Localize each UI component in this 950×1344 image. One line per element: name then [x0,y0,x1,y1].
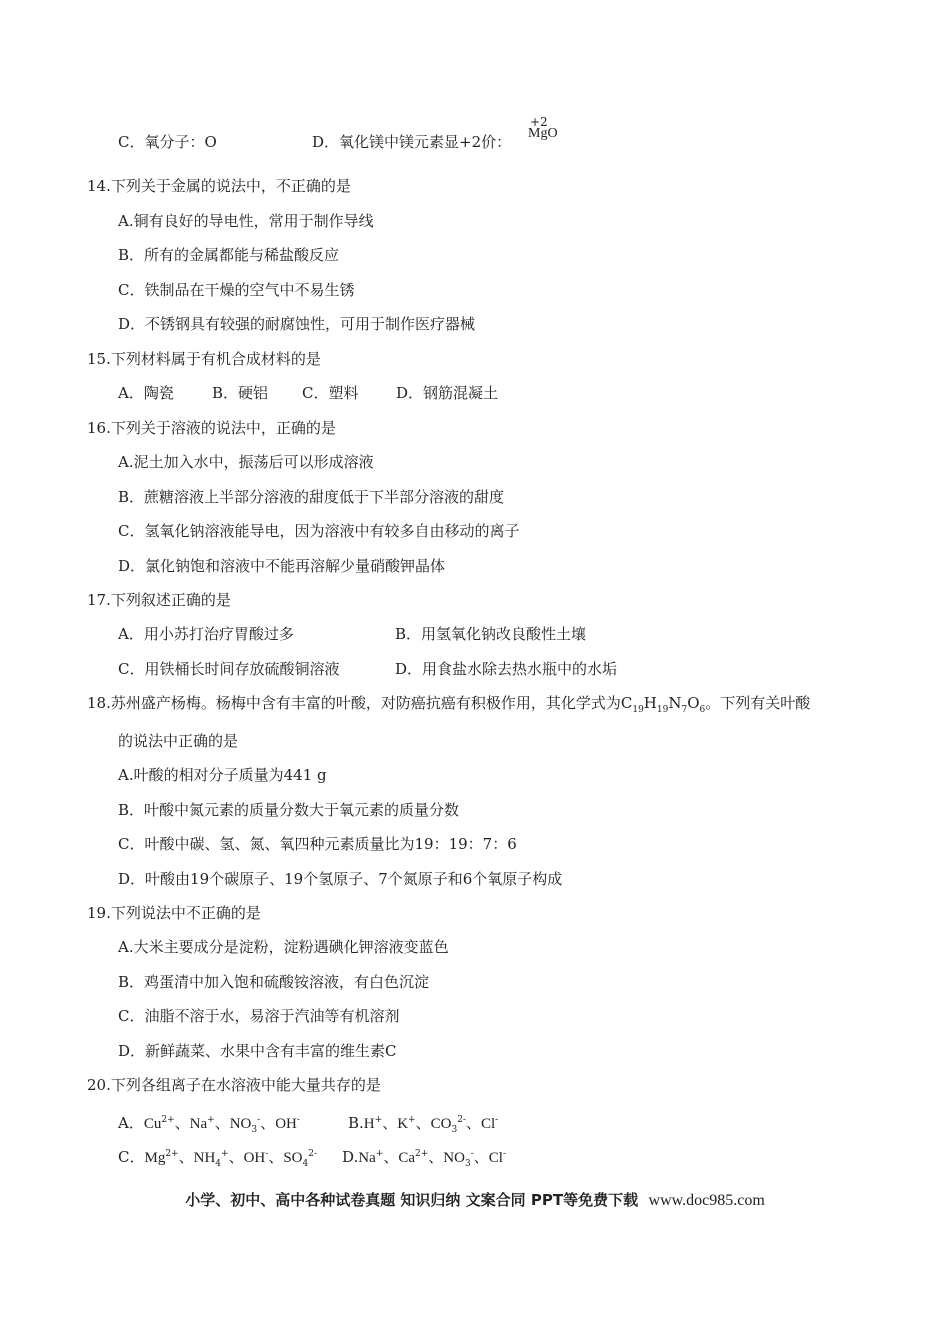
q20-c-prefix: C． [118,1148,145,1166]
q13-option-d: D．氧化镁中镁元素显+2价： [312,133,512,151]
q19-option-d: D．新鲜蔬菜、水果中含有丰富的维生素C [118,1042,397,1060]
q18-n-label: N [668,694,682,712]
q20-option-a [118,1110,300,1140]
q18-stem-pre: 18.苏州盛产杨梅。杨梅中含有丰富的叶酸，对防癌抗癌有积极作用，其化学式为C [87,694,633,712]
ion-separator: 、 [415,1114,431,1132]
q18-n-sub: 7 [681,705,688,715]
q20-c-ions [144,1148,318,1169]
ion-separator: 、 [383,1148,399,1166]
q20-option-b [348,1110,498,1140]
ion: $Cu^{2+}$ [143,1115,175,1132]
q20-option-d [342,1144,506,1174]
q15-option-c: C．塑料 [302,384,359,402]
q19-stem: 19.下列说法中不正确的是 [87,904,261,922]
q15-stem: 15.下列材料属于有机合成材料的是 [87,350,321,368]
q20-stem: 20.下列各组离子在水溶液中能大量共存的是 [87,1076,381,1094]
ion: OH- [243,1149,269,1166]
ion: Na+ [358,1149,384,1166]
ion-separator: 、 [473,1148,489,1166]
ion-separator: 、 [260,1114,276,1132]
ion: $NH_4^+$ [193,1149,229,1169]
ion: Na+ [189,1115,215,1132]
footer-text: 小学、初中、高中各种试卷真题 知识归纳 文案合同 PPT等免费下载 [185,1191,639,1209]
q14-option-c: C．铁制品在干燥的空气中不易生锈 [118,281,355,299]
q17-option-c: C．用铁桶长时间存放硫酸铜溶液 [118,660,340,678]
ion-separator: 、 [228,1148,244,1166]
mgo-charge: +2 [530,115,548,129]
q18-h-label: H [643,694,657,712]
q14-option-d: D．不锈钢具有较强的耐腐蚀性，可用于制作医疗器械 [118,315,476,333]
ion-separator: 、 [268,1148,284,1166]
q14-option-b: B．所有的金属都能与稀盐酸反应 [118,246,340,264]
ion: $Ca^{2+}$ [398,1149,429,1166]
q20-a-prefix: A． [118,1114,144,1132]
q18-option-b: B．叶酸中氮元素的质量分数大于氧元素的质量分数 [118,801,460,819]
q16-stem: 16.下列关于溶液的说法中，正确的是 [87,419,336,437]
mgo-formula: MgO [528,126,558,141]
q17-stem: 17.下列叙述正确的是 [87,591,231,609]
q20-b-prefix: B. [348,1114,364,1132]
ion: $Mg^{2+}$ [144,1149,179,1166]
q18-h-sub: 19 [656,705,669,715]
q19-option-c: C．油脂不溶于水，易溶于汽油等有机溶剂 [118,1007,400,1025]
q18-stem-line2: 的说法中正确的是 [118,732,239,750]
footer-url: www.doc985.com [648,1192,765,1209]
q14-stem: 14.下列关于金属的说法中，不正确的是 [87,177,351,195]
q18-c-sub: 19 [632,705,644,715]
mgo-formula-image [528,115,568,148]
q14-option-a: A.铜有良好的导电性，常用于制作导线 [118,212,374,230]
q20-d-ions [358,1148,506,1169]
q16-option-c: C．氢氧化钠溶液能导电，因为溶液中有较多自由移动的离子 [118,522,520,540]
ion-separator: 、 [178,1148,194,1166]
q15-option-b: B．硬铝 [212,384,269,402]
ion-separator: 、 [174,1114,190,1132]
q15-option-a: A．陶瓷 [118,384,174,402]
q16-option-b: B．蔗糖溶液上半部分溶液的甜度低于下半部分溶液的甜度 [118,488,505,506]
ion-separator: 、 [214,1114,230,1132]
ion: $SO_4^{2-}$ [283,1149,318,1169]
q19-option-b: B．鸡蛋清中加入饱和硫酸铵溶液，有白色沉淀 [118,973,430,991]
q16-option-a: A.泥土加入水中，振荡后可以形成溶液 [118,453,374,471]
q17-option-b: B．用氢氧化钠改良酸性土壤 [395,625,587,643]
q18-o-label: O [687,694,700,712]
ion-separator: 、 [382,1114,398,1132]
q13-option-c: C．氧分子：O [118,133,217,151]
q18-option-d: D．叶酸由19个碳原子、19个氢原子、7个氮原子和6个氧原子构成 [118,870,563,888]
q18-option-c: C．叶酸中碳、氢、氮、氧四种元素质量比为19：19：7：6 [118,835,517,853]
ion: K+ [397,1115,416,1132]
ion: $CO_3^{2-}$ [430,1115,466,1135]
ion-separator: 、 [428,1148,444,1166]
ion: Cl- [488,1149,506,1166]
ion: $NO_3^-$ [229,1115,261,1135]
q18-o-sub: 6 [699,705,706,715]
q20-b-ions [363,1114,499,1135]
q15-option-d: D．钢筋混凝土 [396,384,499,402]
ion: H+ [363,1115,383,1132]
ion-separator: 、 [465,1114,481,1132]
q16-option-d: D．氯化钠饱和溶液中不能再溶解少量硝酸钾晶体 [118,557,446,575]
q15-options [118,383,498,403]
q17-option-a: A．用小苏打治疗胃酸过多 [118,625,294,643]
q20-option-c [118,1144,317,1174]
ion: $NO_3^-$ [443,1149,474,1169]
q18-stem [87,693,810,720]
q17-option-d: D．用食盐水除去热水瓶中的水垢 [395,660,618,678]
q20-d-prefix: D. [342,1148,359,1166]
q18-option-a: A.叶酸的相对分子质量为441 g [118,766,327,784]
q20-a-ions [143,1114,300,1135]
q19-option-a: A.大米主要成分是淀粉，淀粉遇碘化钾溶液变蓝色 [118,938,449,956]
page-footer [0,1190,950,1211]
ion: OH- [275,1115,300,1132]
q18-stem-post: 。下列有关叶酸 [705,694,811,712]
ion: Cl- [480,1115,499,1132]
